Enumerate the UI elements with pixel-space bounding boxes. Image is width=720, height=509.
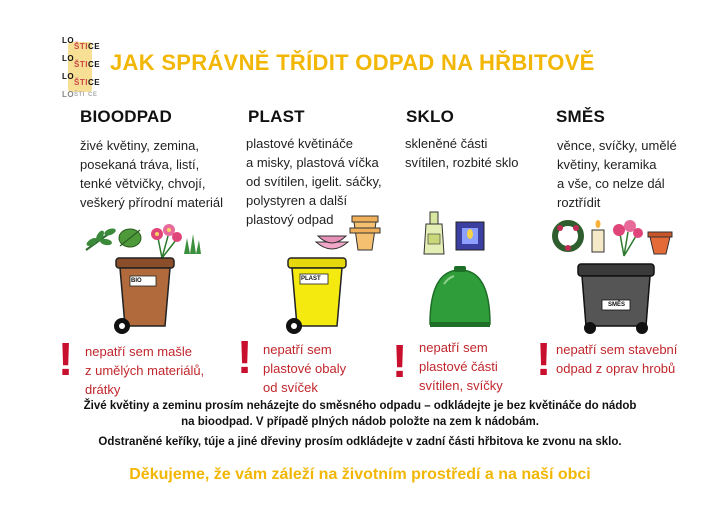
bottle-icon bbox=[424, 212, 444, 254]
warning-line: plastové obaly bbox=[263, 361, 347, 376]
warning-line: svítilen, svíčky bbox=[419, 378, 503, 393]
logo-text: ŠTI bbox=[74, 92, 85, 98]
bio-bin-label: BIO bbox=[131, 278, 142, 284]
logo-text: CE bbox=[88, 60, 101, 69]
warning-icon: ! bbox=[237, 331, 253, 383]
smes-bin-icon bbox=[576, 262, 656, 338]
plast-bin-label: PLAST bbox=[301, 276, 321, 282]
logo-text: LO bbox=[62, 36, 75, 45]
logo-text: CE bbox=[88, 78, 101, 87]
warning-icon: ! bbox=[392, 335, 408, 387]
mixed-items-icon bbox=[552, 214, 674, 258]
text-line: a misky, plastová víčka bbox=[246, 155, 379, 170]
smes-bin-label: SMĚS bbox=[608, 302, 626, 308]
logo-text: LO bbox=[62, 72, 75, 81]
note-line: na bioodpad. V případě plných nádob položte na zem k nádobám. bbox=[181, 416, 539, 428]
flower-pot-icon bbox=[648, 232, 672, 254]
plast-bin-icon bbox=[282, 256, 352, 336]
grass-icon bbox=[184, 234, 201, 254]
text-line: věnce, svíčky, umělé bbox=[557, 138, 677, 153]
bioodpad-description bbox=[80, 136, 223, 212]
logo-text: ŠTI bbox=[74, 60, 88, 69]
warning-line: plastové části bbox=[419, 359, 498, 374]
text-line: plastový odpad bbox=[246, 212, 334, 227]
municipality-logo bbox=[58, 34, 102, 100]
leaf-icon bbox=[119, 229, 141, 247]
smes-description bbox=[557, 136, 677, 212]
heading-sklo: SKLO bbox=[406, 107, 455, 126]
logo-text: LO bbox=[62, 90, 75, 99]
warning-line: drátky bbox=[85, 382, 121, 397]
warning-icon: ! bbox=[536, 333, 552, 385]
sklo-description bbox=[405, 134, 518, 172]
warning-line: nepatří sem bbox=[263, 342, 332, 357]
text-line: svítilen, rozbité sklo bbox=[405, 155, 519, 170]
sklo-warning bbox=[419, 338, 503, 395]
glass-items-icon bbox=[418, 210, 490, 258]
smes-warning bbox=[556, 340, 677, 378]
leaf-branch-icon bbox=[85, 227, 116, 250]
candle-lantern-icon bbox=[456, 222, 484, 250]
logo-text: CE bbox=[88, 42, 101, 51]
bio-items-icon bbox=[84, 220, 204, 260]
logo-text: CE bbox=[88, 92, 98, 98]
flower-bouquet-icon bbox=[613, 220, 643, 256]
warning-line: odpad z oprav hrobů bbox=[556, 361, 676, 376]
page-title: JAK SPRÁVNĚ TŘÍDIT ODPAD NA HŘBITOVĚ bbox=[110, 50, 595, 75]
thanks-message: Děkujeme, že vám záleží na životním prostředí a na naší obci bbox=[129, 466, 591, 483]
bioodpad-warning bbox=[85, 342, 204, 399]
text-line: veškerý přírodní materiál bbox=[80, 195, 224, 210]
logo-text: ŠTI bbox=[74, 42, 88, 51]
warning-line: z umělých materiálů, bbox=[85, 363, 205, 378]
text-line: tenké větvičky, chvojí, bbox=[80, 176, 206, 191]
text-line: plastové květináče bbox=[246, 136, 353, 151]
text-line: a vše, co nelze dál bbox=[557, 176, 665, 191]
text-line: posekaná tráva, listí, bbox=[80, 157, 200, 172]
warning-line: nepatří sem stavební bbox=[556, 342, 678, 357]
heading-smes: SMĚS bbox=[556, 107, 605, 126]
text-line: roztřídit bbox=[557, 195, 601, 210]
heading-plast: PLAST bbox=[248, 107, 305, 126]
logo-text: LO bbox=[62, 54, 75, 63]
candle-icon bbox=[592, 220, 604, 252]
text-line: skleněné části bbox=[405, 136, 488, 151]
text-line: od svítilen, igelit. sáčky, bbox=[246, 174, 382, 189]
plastic-pots-icon bbox=[312, 212, 382, 256]
warning-line: nepatří sem bbox=[419, 340, 488, 355]
wreath-icon bbox=[555, 223, 581, 251]
warning-line: nepatří sem mašle bbox=[85, 344, 192, 359]
bio-bin-icon bbox=[110, 256, 180, 336]
text-line: květiny, keramika bbox=[557, 157, 657, 172]
warning-line: od svíček bbox=[263, 380, 318, 395]
logo-text: ŠTI bbox=[74, 78, 88, 87]
text-line: živé květiny, zemina, bbox=[80, 138, 199, 153]
warning-icon: ! bbox=[58, 333, 74, 385]
plast-warning bbox=[263, 340, 346, 397]
text-line: polystyren a další bbox=[246, 193, 348, 208]
note-line: Odstraněné keříky, túje a jiné dřeviny prosím odkládejte v zadní části hřbitova ke zvonu na sklo. bbox=[98, 436, 622, 448]
heading-bioodpad: BIOODPAD bbox=[80, 107, 172, 126]
note-line: Živé květiny a zeminu prosím neházejte do směsného odpadu – odkládejte je bez květináče do nádob bbox=[83, 400, 637, 412]
sklo-bin-icon bbox=[428, 264, 492, 330]
flower-bouquet-icon bbox=[151, 224, 182, 258]
